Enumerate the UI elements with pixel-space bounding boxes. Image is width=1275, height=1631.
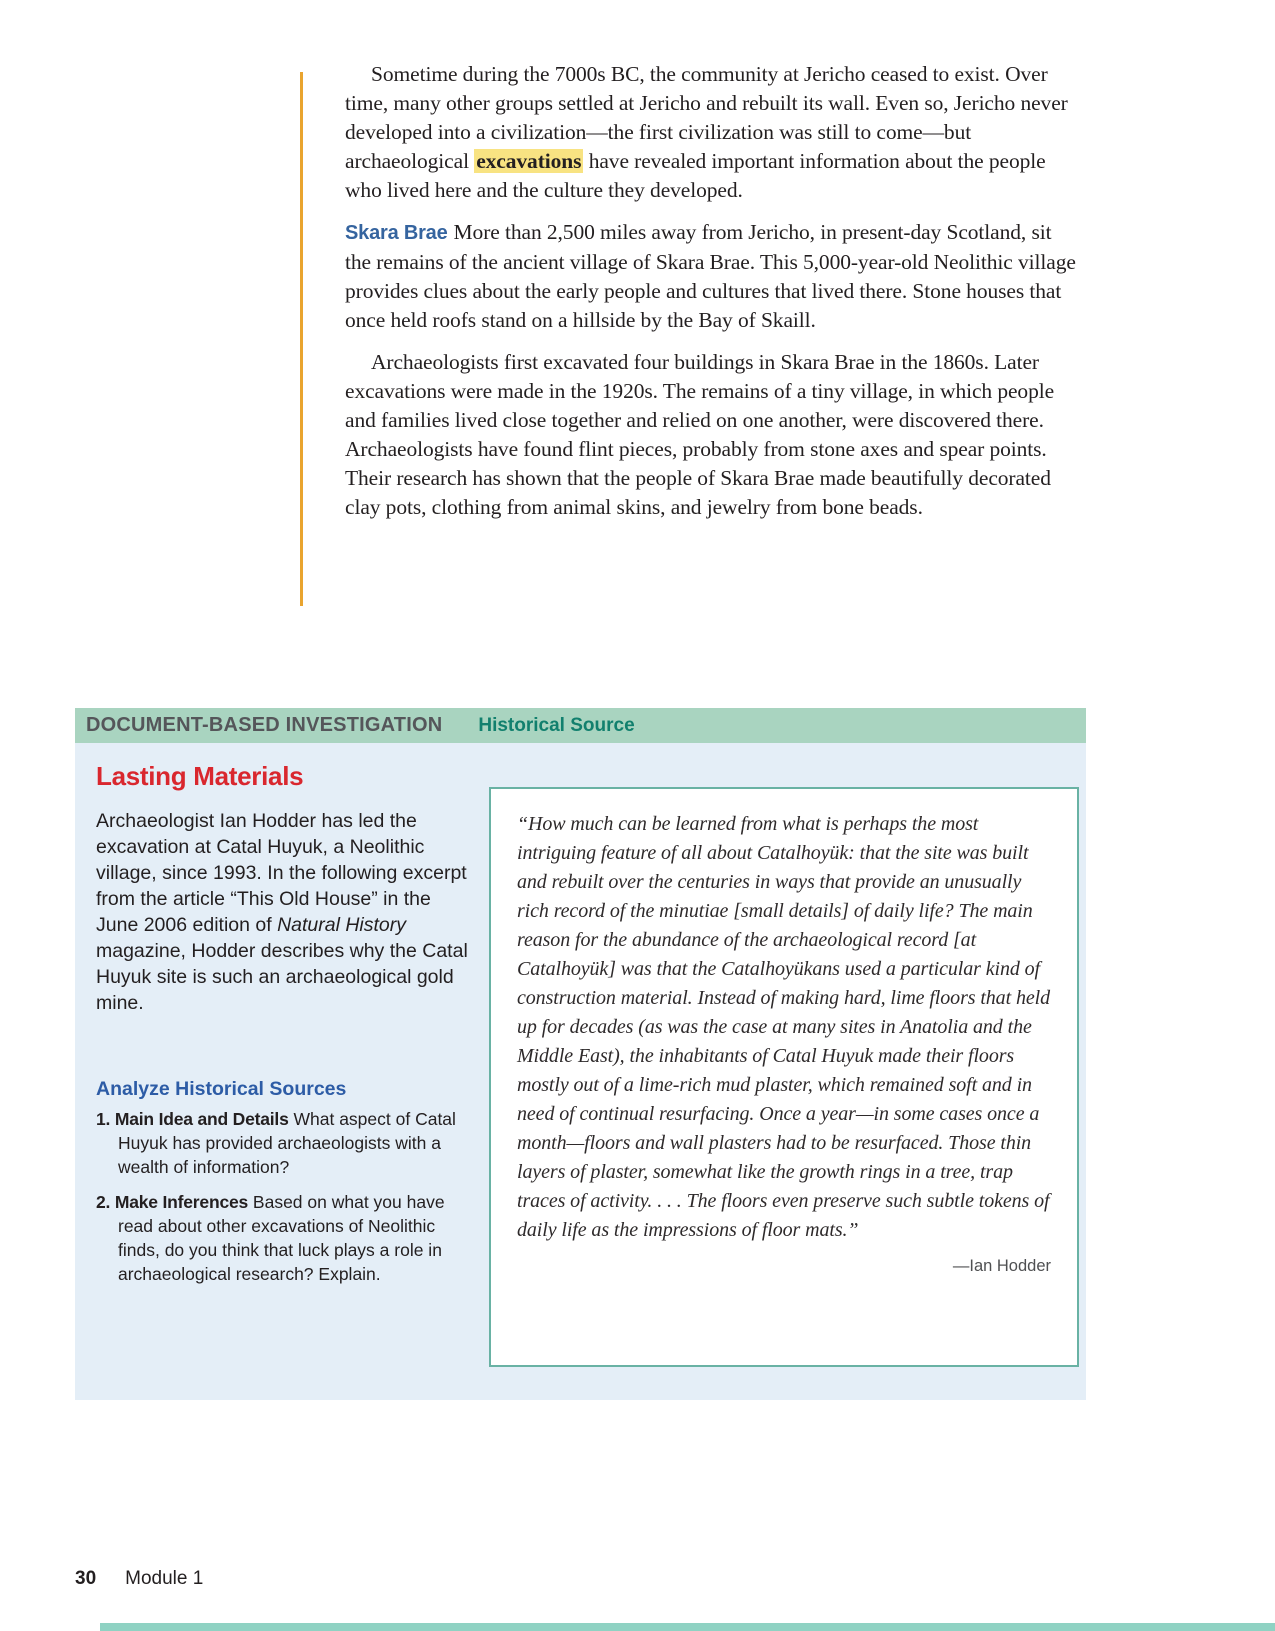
analyze-sources-heading: Analyze Historical Sources [96,1078,347,1100]
paragraph-jericho-text-end: have revealed important information about the people who lived here and the culture they developed. [345,149,1046,202]
analyze-question-2 [96,1190,473,1286]
paragraph-jericho-text-start: Sometime during the 7000s BC, the community at Jericho ceased to exist. Over time, many other groups settled at Jericho and rebuilt its wall. Even so, Jericho never developed into a civilization—the first civilization was still to come—but archaeological [345,62,1068,173]
investigation-banner [75,708,1086,743]
feature-heading: Lasting Materials [96,761,304,791]
feature-intro-start: Archaeologist Ian Hodder has led the excavation at Catal Huyuk, a Neolithic village, since 1993. In the following excerpt from the article “This Old House” in the June 2006 edition of [96,810,467,936]
feature-intro-magazine-title: Natural History [277,914,407,936]
analyze-question-1-text: What aspect of Catal Huyuk has provided archaeologists with a wealth of information? [118,1109,456,1177]
paragraph-excavations-text: Archaeologists first excavated four buildings in Skara Brae in the 1860s. Later excavations were made in the 1920s. The remains of a tiny village, in which people and families lived close together and relied on one another, were discovered there. Archaeologists have found flint pieces, probably from stone axes and spear points. Their research has shown that the people of Skara Brae made beautifully decorated clay pots, clothing from animal skins, and jewelry from bone beads. [345,350,1055,519]
page-number: 30 [75,1568,97,1589]
paragraph-skara-brae [345,218,1082,335]
runin-heading-skara-brae: Skara Brae [345,222,448,244]
article-text-column [345,60,1082,522]
investigation-left-column [96,761,473,1297]
investigation-banner-title: DOCUMENT-BASED INVESTIGATION [86,714,443,736]
feature-intro [96,808,473,1016]
investigation-panel [75,743,1086,1400]
paragraph-skara-brae-text: More than 2,500 miles away from Jericho, in present-day Scotland, sit the remains of the ancient village of Skara Brae. This 5,000-year-old Neolithic village provides clues about the early people and cultures that lived there. Stone houses that once held roofs stand on a hillside by the Bay of Skaill. [345,220,1076,332]
paragraph-excavations [345,348,1082,522]
feature-intro-end: magazine, Hodder describes why the Catal Huyuk site is such an archaeological gold mine. [96,940,468,1014]
analyze-question-2-label: 2. Make Inferences [96,1192,249,1212]
investigation-banner-subtitle: Historical Source [478,714,635,736]
historical-source-quote-box [489,787,1079,1367]
analyze-question-2-text: Based on what you have read about other excavations of Neolithic finds, do you think that luck plays a role in archaeological research? Explain. [118,1192,445,1284]
analyze-question-1-label: 1. Main Idea and Details [96,1109,289,1129]
vocab-highlight-excavations: excavations [476,149,582,173]
module-label: Module 1 [125,1568,204,1589]
quote-text: “How much can be learned from what is perhaps the most intriguing feature of all about Catalhoyük: that the site was built and rebuilt over the centuries in ways that provide an unusually rich record of the minutiae [small details] of daily life? The main reason for the abundance of the archaeological record [at Catalhoyük] was that the Catalhoyükans used a particular kind of construction material. Instead of making hard, lime floors that held up for decades (as was the case at many sites in Anatolia and the Middle East), the inhabitants of Catal Huyuk made their floors mostly out of a lime-rich mud plaster, which remained soft and in need of continual resurfacing. Once a year—in some cases once a month—floors and wall plasters had to be resurfaced. Those thin layers of plaster, somewhat like the growth rings in a tree, trap traces of activity. . . . The floors even preserve such subtle tokens of daily life as the impressions of floor mats.” [517,813,1050,1241]
page-edge-color-bar [100,1623,1275,1631]
margin-rule [300,72,303,606]
analyze-question-1 [96,1107,473,1179]
paragraph-jericho [345,60,1082,205]
page-footer [75,1568,203,1590]
quote-attribution: —Ian Hodder [952,1257,1051,1275]
